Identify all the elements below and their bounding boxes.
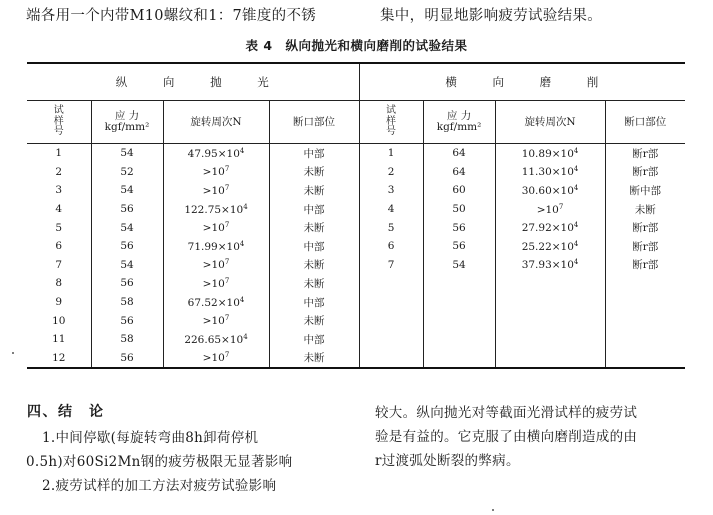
cycles-value: 25.22×10 [521,240,574,253]
top-text-right: 集中，明显地影响疲劳试验结果。 [380,8,602,24]
cycles-value: 122.75×10 [184,203,244,216]
cycles-value: >10 [202,277,225,290]
col-header-stress: 应 力 kgf/mm² [423,101,495,144]
cell-cycles [495,330,605,349]
cell-cycles [495,163,605,182]
group-header-longitudinal-polish: 纵 向 抛 光 [27,63,359,101]
col-header-fracture: 断口部位 [269,101,359,144]
cell-cycles [495,218,605,237]
cell-cycles [163,237,269,256]
cell-fracture [605,330,685,349]
cycles-exponent: 4 [239,146,245,155]
cycles-value: >10 [202,222,225,235]
cell-cycles [163,163,269,182]
cell-fracture: 断r部 [632,147,659,160]
cell-stress [423,349,495,369]
cell-stress [423,311,495,330]
group-header-row [27,63,685,101]
cell-fracture: 中部 [269,330,359,349]
cell-stress: 56 [91,349,163,369]
cell-stress: 58 [91,330,163,349]
cycles-exponent: 4 [573,146,579,155]
cell-stress: 56 [91,237,163,256]
cycles-value: >10 [202,259,225,272]
cell-fracture: 中部 [269,293,359,312]
cell-sample-no: 9 [27,293,91,312]
cell-stress [423,330,495,349]
cycles-exponent: 4 [573,239,579,248]
cycles-exponent: 7 [558,202,564,211]
cell-sample-no [359,274,423,293]
table-row [27,330,685,349]
cell-fracture: 未断 [269,163,359,182]
cell-sample-no: 11 [27,330,91,349]
cell-fracture: 断中部 [629,184,662,197]
cell-stress: 54 [423,256,495,275]
cycles-exponent: 7 [224,165,230,174]
cell-stress: 60 [423,181,495,200]
cycles-exponent: 7 [224,276,230,285]
cell-fracture: 断r部 [632,240,659,253]
cycles-value: 30.60×10 [521,184,574,197]
table-row [27,256,685,275]
cycles-exponent: 7 [224,258,230,267]
scan-speck [12,352,14,354]
cycles-value: 47.95×10 [187,147,240,160]
cell-fracture [605,293,685,312]
col-header-sample-no: 试样号 [27,101,91,144]
table-row [27,274,685,293]
table-row [27,237,685,256]
cell-fracture [605,349,685,369]
cell-sample-no: 1 [359,144,423,163]
cell-stress [423,293,495,312]
cell-cycles [163,274,269,293]
column-header-row [27,101,685,144]
cycles-exponent: 4 [573,183,579,192]
cell-stress: 56 [91,274,163,293]
cell-fracture: 未断 [269,218,359,237]
cycles-value: 37.93×10 [521,259,574,272]
cell-fracture: 未断 [269,349,359,369]
cell-sample-no: 3 [359,181,423,200]
cycles-value: >10 [536,203,559,216]
top-text-left: 端各用一个内带M10螺纹和1：7锥度的不锈 [26,8,317,24]
paragraph-line: 较大。纵向抛光对等截面光滑试样的疲劳试 [375,405,638,421]
cycles-exponent: 4 [243,202,248,211]
cell-stress: 56 [423,237,495,256]
paragraph-line: r过渡弧处断裂的弊病。 [375,453,520,469]
cell-sample-no: 2 [27,163,91,182]
cell-stress: 54 [91,218,163,237]
cell-cycles [495,200,605,219]
cell-cycles [495,293,605,312]
cycles-value: 10.89×10 [521,147,574,160]
cell-cycles [163,218,269,237]
cycles-exponent: 7 [224,183,230,192]
cell-cycles [495,311,605,330]
table-row [27,163,685,182]
cell-sample-no [359,311,423,330]
cell-fracture: 未断 [269,181,359,200]
table-row [27,181,685,200]
cell-fracture [605,274,685,293]
cell-stress: 58 [91,293,163,312]
cell-fracture: 断r部 [632,259,659,272]
cell-cycles [163,311,269,330]
cell-cycles [495,274,605,293]
table-row [27,349,685,369]
paragraph-line: 0.5h)对60Si2Mn钢的疲劳极限无显著影响 [26,454,293,470]
cell-fracture: 中部 [269,200,359,219]
cell-stress: 56 [91,311,163,330]
table-row [27,311,685,330]
cell-stress: 50 [423,200,495,219]
cell-fracture: 中部 [269,144,359,163]
cell-stress: 54 [91,256,163,275]
cycles-value: >10 [202,315,225,328]
cycles-exponent: 4 [573,258,579,267]
cell-sample-no: 5 [27,218,91,237]
cell-fracture: 未断 [269,311,359,330]
cell-fracture: 断r部 [632,166,659,179]
cell-cycles [163,349,269,369]
table-row [27,218,685,237]
col-header-stress: 应 力 kgf/mm² [91,101,163,144]
cell-sample-no: 8 [27,274,91,293]
cell-fracture [605,311,685,330]
col-header-fracture: 断口部位 [605,101,685,144]
cycles-value: 226.65×10 [184,333,244,346]
cell-stress [423,274,495,293]
col-header-sample-no: 试样号 [359,101,423,144]
cycles-exponent: 4 [239,295,245,304]
cycles-exponent: 4 [243,332,248,341]
cell-sample-no: 2 [359,163,423,182]
cell-cycles [495,181,605,200]
table-row [27,200,685,219]
cell-fracture: 未断 [634,203,656,216]
cell-cycles [163,200,269,219]
cell-fracture: 未断 [269,256,359,275]
cell-sample-no: 12 [27,349,91,369]
cycles-exponent: 4 [573,165,579,174]
cell-fracture: 断r部 [632,222,659,235]
cell-sample-no: 4 [359,200,423,219]
cycles-value: 11.30×10 [521,166,574,179]
paragraph-line: 验是有益的。它克服了由横向磨削造成的由 [375,429,638,445]
table-title: 表 4 纵向抛光和横向磨削的试验结果 [245,38,468,53]
cycles-exponent: 4 [573,221,579,230]
paragraph-line: 1.中间停歇(每旋转弯曲8h卸荷停机 [42,430,259,446]
cell-stress: 56 [423,218,495,237]
cell-stress: 56 [91,200,163,219]
cell-cycles [495,237,605,256]
cell-cycles [495,256,605,275]
cell-cycles [495,349,605,369]
cycles-exponent: 7 [224,351,230,360]
cell-sample-no [359,293,423,312]
cell-cycles [495,144,605,163]
cell-stress: 64 [423,163,495,182]
cell-sample-no: 6 [359,237,423,256]
cycles-exponent: 7 [224,314,230,323]
cell-sample-no: 6 [27,237,91,256]
scan-speck [492,509,494,511]
paragraph-line: 2.疲劳试样的加工方法对疲劳试验影响 [42,478,277,494]
cycles-exponent: 7 [224,221,230,230]
cell-sample-no [359,349,423,369]
table-row [27,144,685,163]
cycles-value: >10 [202,184,225,197]
results-table [27,62,685,369]
col-header-cycles: 旋转周次N [495,101,605,144]
cell-fracture: 未断 [269,274,359,293]
cell-sample-no: 5 [359,218,423,237]
cell-sample-no: 1 [27,144,91,163]
cell-cycles [163,144,269,163]
cell-stress: 54 [91,181,163,200]
cell-sample-no: 7 [359,256,423,275]
group-header-transverse-grind: 横 向 磨 削 [359,63,685,101]
cell-cycles [163,330,269,349]
cell-sample-no: 10 [27,311,91,330]
cell-sample-no: 4 [27,200,91,219]
cycles-value: 27.92×10 [521,222,574,235]
section-heading: 四、结 论 [27,404,105,420]
cell-cycles [163,181,269,200]
cell-sample-no [359,330,423,349]
cell-stress: 54 [91,144,163,163]
cycles-value: 71.99×10 [187,240,240,253]
cycles-value: >10 [202,166,225,179]
cell-cycles [163,256,269,275]
cell-cycles [163,293,269,312]
cell-stress: 64 [423,144,495,163]
cell-fracture: 中部 [269,237,359,256]
cell-sample-no: 3 [27,181,91,200]
cycles-value: >10 [202,352,225,365]
table-row [27,293,685,312]
cycles-value: 67.52×10 [187,296,240,309]
cell-stress: 52 [91,163,163,182]
col-header-cycles: 旋转周次N [163,101,269,144]
cycles-exponent: 4 [239,239,245,248]
cell-sample-no: 7 [27,256,91,275]
